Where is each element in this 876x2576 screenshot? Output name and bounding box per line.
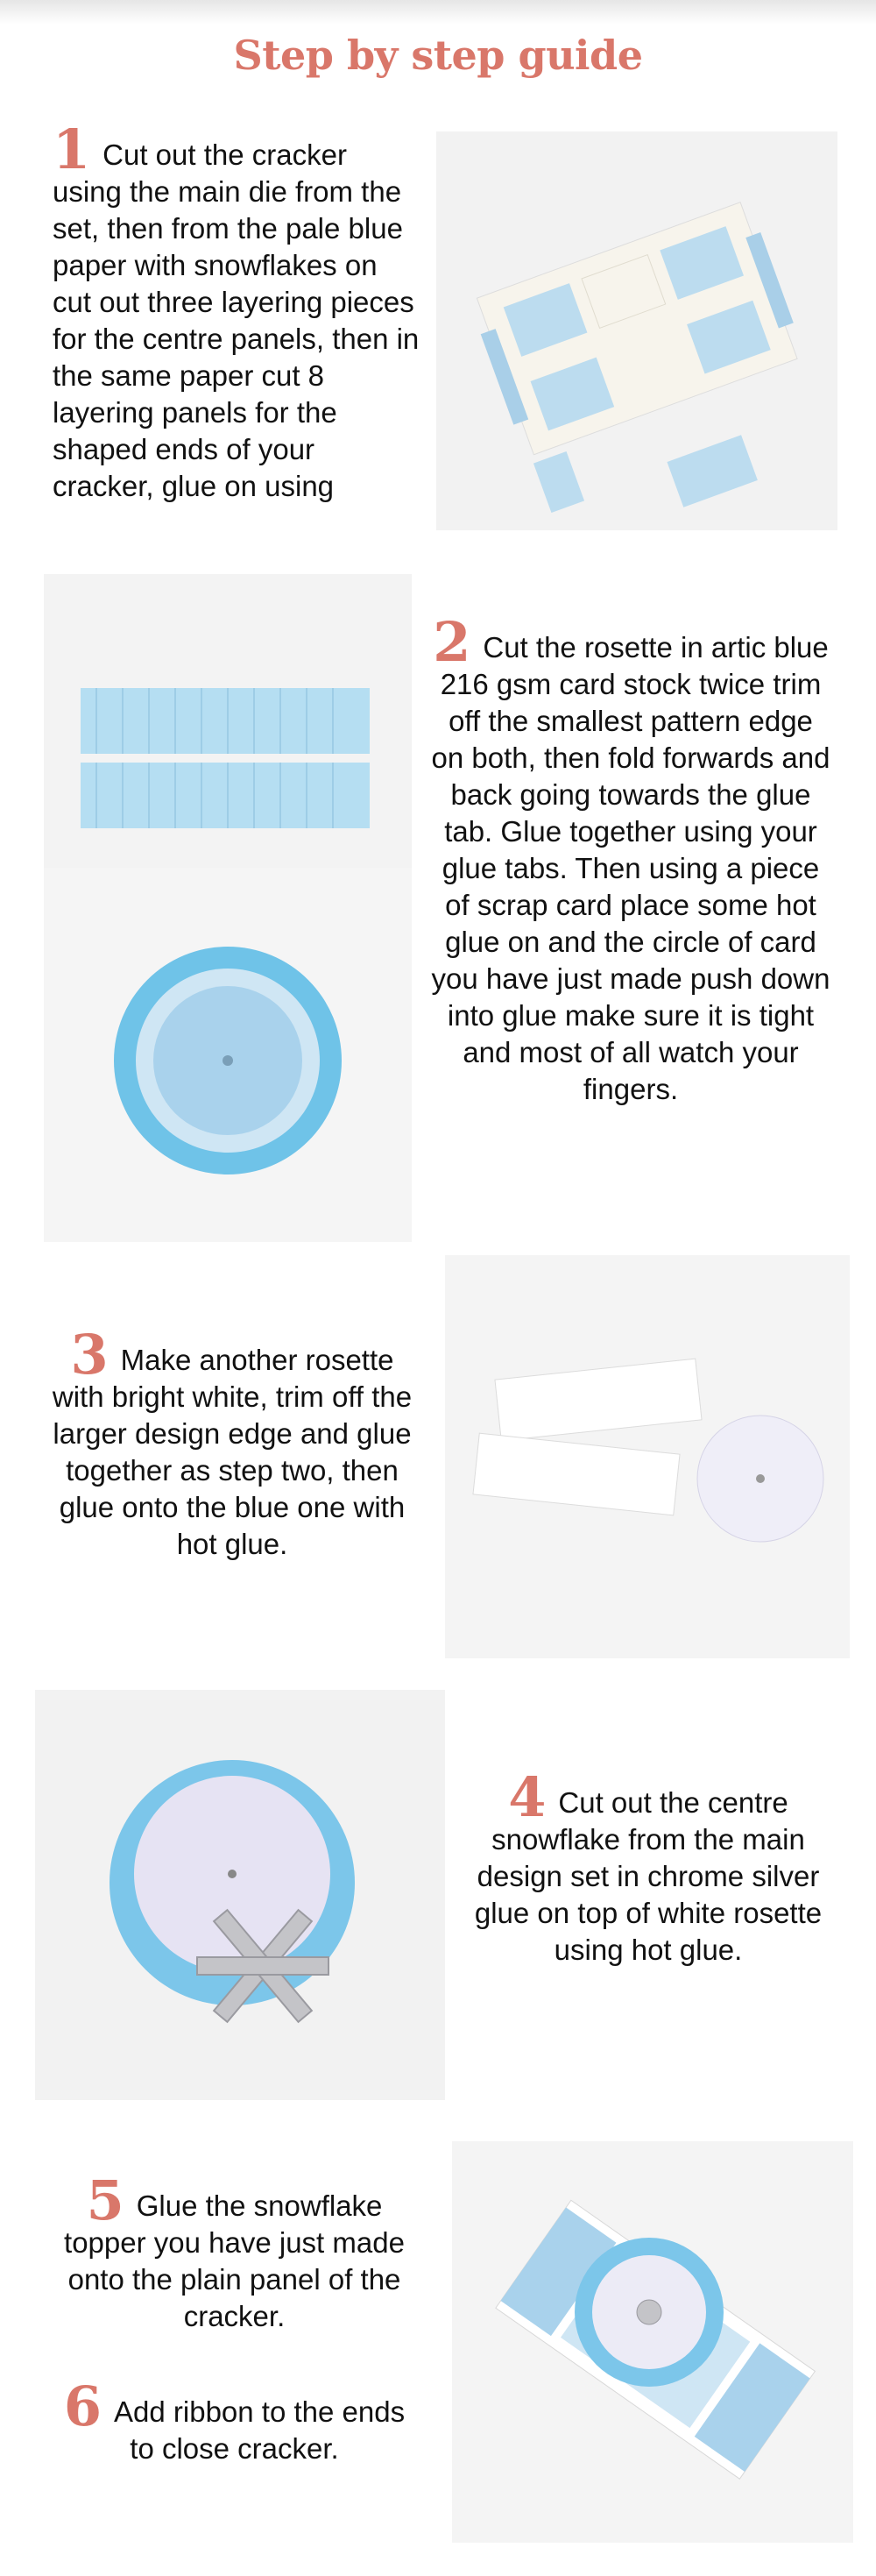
step-3-photo-white-rosette <box>445 1255 850 1658</box>
step-6-text <box>48 2374 420 2467</box>
step-4-photo-snowflake-topper <box>35 1690 445 2100</box>
step-3-description: Make another rosette with bright white, trim off the larger design edge and glue together as step two, then glue onto the blue one with hot glue. <box>52 1344 413 1560</box>
step-3-text <box>48 1323 416 1563</box>
step-2-text <box>429 610 832 1108</box>
step-1-description: Cut out the cracker using the main die from the set, then from the pale blue paper with snowflakes on cut out three layering pieces for the centre panels, then in the same paper cut 8 layering panels for the shaped ends of your cracker, glue on using <box>53 138 420 502</box>
step-5-photo-finished-cracker <box>452 2141 853 2543</box>
step-2-description: Cut the rosette in artic blue 216 gsm card stock twice trim off the smallest pattern edge on both, then fold forwards and back going towards the glue tab. Glue together using your glue tabs. Then using a piece of scrap card place some hot glue on and the circle of card you have just made push down into glue make sure it is tight and most of all watch your fingers. <box>431 631 830 1105</box>
step-1-text <box>53 117 420 505</box>
step-6-description: Add ribbon to the ends to close cracker. <box>114 2395 406 2465</box>
step-5-text <box>48 2168 420 2335</box>
step-1-photo-cracker-die-cut <box>436 131 837 530</box>
step-1-number: 1 <box>53 117 91 181</box>
step-3-number: 3 <box>70 1323 109 1387</box>
step-2-photo-blue-rosette <box>44 574 412 1242</box>
step-4-description: Cut out the centre snowflake from the main design set in chrome silver glue on top of white rosette using hot glue. <box>474 1786 823 1966</box>
step-6-number: 6 <box>63 2374 102 2438</box>
top-shadow-bar <box>0 0 876 25</box>
step-5-number: 5 <box>86 2168 124 2232</box>
step-4-number: 4 <box>508 1765 547 1829</box>
step-2-number: 2 <box>433 610 471 674</box>
page-title: Step by step guide <box>233 32 643 79</box>
step-5-description: Glue the snowflake topper you have just made onto the plain panel of the cracker. <box>64 2189 405 2332</box>
step-4-text <box>456 1765 841 1969</box>
